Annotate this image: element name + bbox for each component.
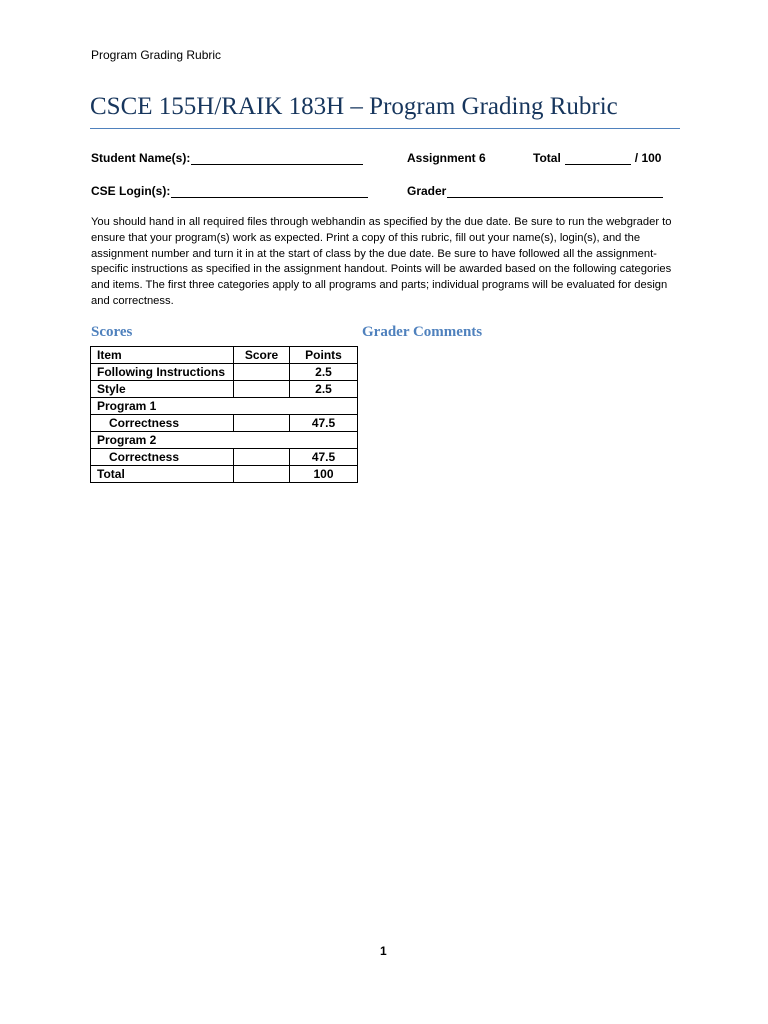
- grader-field: [407, 184, 663, 198]
- row-score-cell[interactable]: [234, 466, 290, 483]
- table-row: [91, 415, 358, 432]
- grader-blank[interactable]: [447, 185, 663, 198]
- row-points: 47.5: [290, 415, 358, 432]
- row-item: Following Instructions: [91, 364, 234, 381]
- page-title: CSCE 155H/RAIK 183H – Program Grading Rubric: [90, 93, 618, 120]
- table-row: [91, 381, 358, 398]
- scores-heading: Scores: [91, 324, 133, 340]
- row-score-cell[interactable]: [234, 364, 290, 381]
- table-row-group: [91, 432, 358, 449]
- grader-comments-heading: Grader Comments: [362, 324, 483, 340]
- total-field: [533, 151, 661, 165]
- row-item: Total: [91, 466, 234, 483]
- scores-table: [90, 346, 358, 483]
- header-item: Item: [91, 347, 234, 364]
- total-blank[interactable]: [565, 152, 631, 165]
- row-points: 2.5: [290, 364, 358, 381]
- row-points: 100: [290, 466, 358, 483]
- row-group-label: Program 1: [91, 398, 358, 415]
- table-row-total: [91, 466, 358, 483]
- page-number: 1: [380, 944, 387, 958]
- student-names-label: Student Name(s):: [91, 151, 191, 165]
- total-suffix: / 100: [634, 151, 662, 165]
- cse-login-label: CSE Login(s):: [91, 184, 171, 198]
- row-item: Correctness: [91, 449, 234, 466]
- row-points: 2.5: [290, 381, 358, 398]
- instructions-paragraph: You should hand in all required files through webhandin as specified by the due date. Be sure to run the webgrader to ensure that your program(s) work as expected. Print a copy of this rubric, fill out your name(s), login(s), and the assignment number and turn it in at the start of class by the due date. Be sure to have followed all the assignment-specific instructions as specified in the assignment handout. Points will be awarded based on the following categories and items. The first three categories apply to all programs and parts; individual programs will be evaluated for design and correctness.: [91, 216, 672, 307]
- assignment-label: Assignment 6: [407, 151, 486, 165]
- table-header-row: [91, 347, 358, 364]
- student-names-blank[interactable]: [191, 152, 363, 165]
- row-group-label: Program 2: [91, 432, 358, 449]
- student-names-field: [91, 151, 363, 165]
- title-underline: [90, 128, 680, 129]
- table-row: [91, 364, 358, 381]
- row-points: 47.5: [290, 449, 358, 466]
- table-row-group: [91, 398, 358, 415]
- table-row: [91, 449, 358, 466]
- assignment-field: [407, 151, 486, 165]
- cse-login-blank[interactable]: [171, 185, 368, 198]
- running-header: Program Grading Rubric: [91, 48, 222, 62]
- row-score-cell[interactable]: [234, 381, 290, 398]
- total-label: Total: [533, 151, 561, 165]
- row-score-cell[interactable]: [234, 449, 290, 466]
- row-item: Style: [91, 381, 234, 398]
- header-score: Score: [234, 347, 290, 364]
- row-item: Correctness: [91, 415, 234, 432]
- grader-label: Grader: [407, 184, 447, 198]
- row-score-cell[interactable]: [234, 415, 290, 432]
- cse-login-field: [91, 184, 368, 198]
- header-points: Points: [290, 347, 358, 364]
